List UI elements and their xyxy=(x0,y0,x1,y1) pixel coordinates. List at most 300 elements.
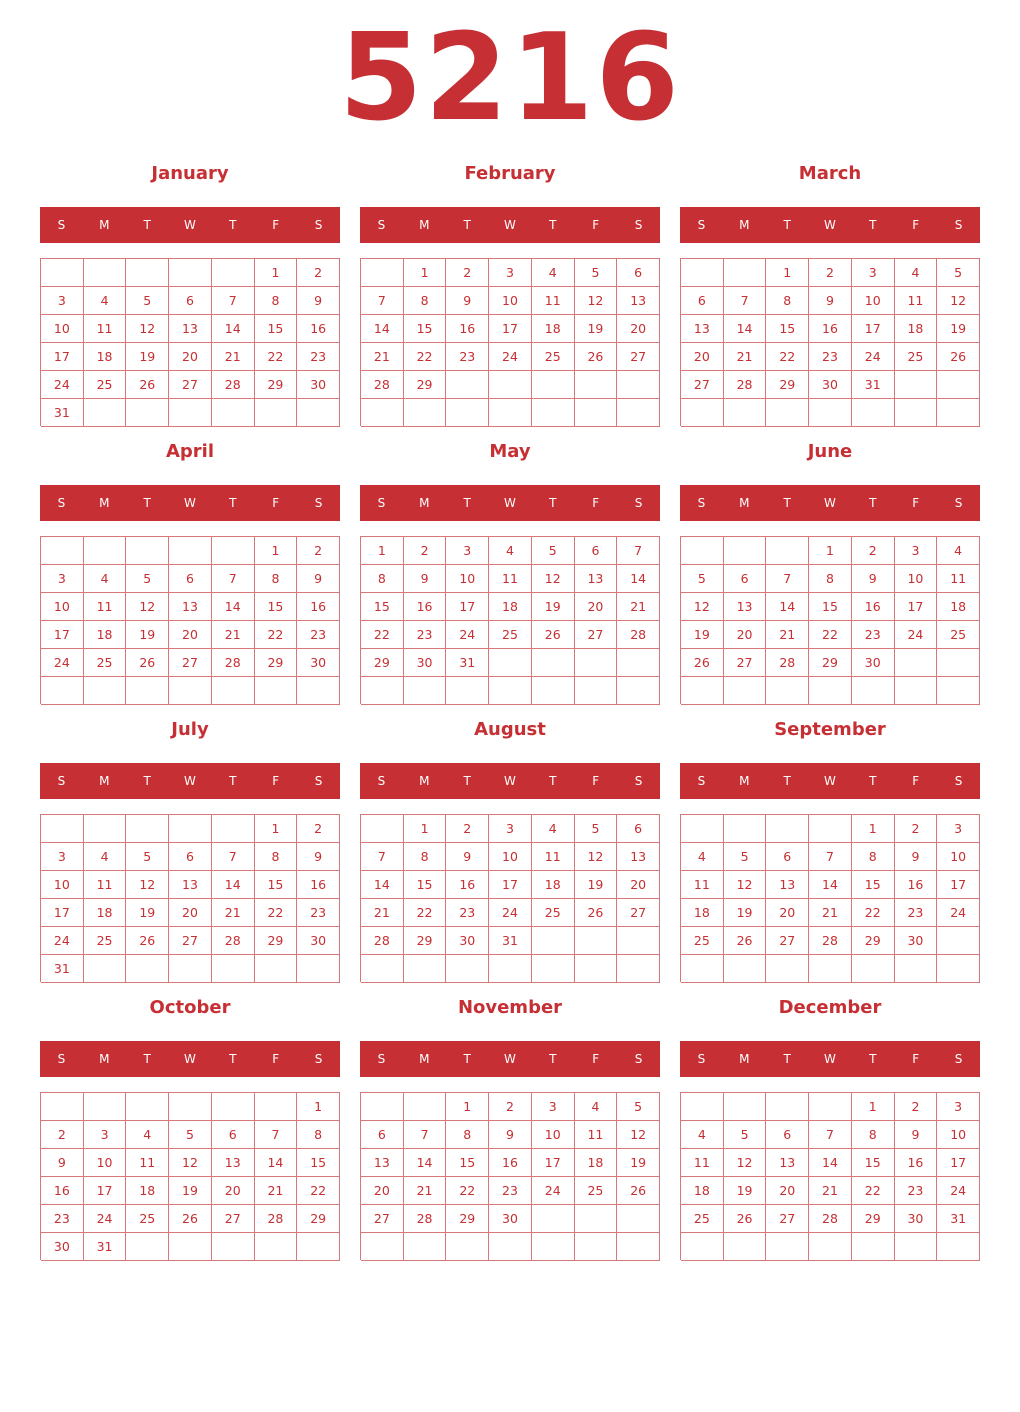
empty-day-cell xyxy=(532,1205,575,1233)
empty-day-cell xyxy=(297,955,340,983)
empty-day-cell xyxy=(489,649,532,677)
day-cell: 4 xyxy=(84,287,127,315)
day-cell: 13 xyxy=(169,593,212,621)
day-grid xyxy=(40,814,340,982)
day-cell: 30 xyxy=(297,649,340,677)
day-cell: 17 xyxy=(41,621,84,649)
day-cell: 25 xyxy=(681,1205,724,1233)
day-cell: 24 xyxy=(852,343,895,371)
day-cell: 5 xyxy=(126,565,169,593)
day-cell: 12 xyxy=(937,287,980,315)
day-cell: 7 xyxy=(212,287,255,315)
weekday-header xyxy=(360,1041,660,1077)
day-cell: 17 xyxy=(84,1177,127,1205)
weekday-label: T xyxy=(229,1052,237,1066)
empty-day-cell xyxy=(937,1233,980,1261)
day-cell: 21 xyxy=(724,343,767,371)
day-cell: 24 xyxy=(446,621,489,649)
day-cell: 18 xyxy=(681,899,724,927)
day-cell: 11 xyxy=(84,593,127,621)
day-cell: 20 xyxy=(681,343,724,371)
empty-day-cell xyxy=(937,677,980,705)
day-cell: 28 xyxy=(766,649,809,677)
day-cell: 5 xyxy=(575,815,618,843)
day-cell: 25 xyxy=(532,343,575,371)
day-cell: 11 xyxy=(84,871,127,899)
day-cell: 22 xyxy=(404,343,447,371)
day-cell: 7 xyxy=(212,843,255,871)
day-cell: 4 xyxy=(937,537,980,565)
day-cell: 30 xyxy=(895,1205,938,1233)
day-cell: 3 xyxy=(489,815,532,843)
day-cell: 9 xyxy=(297,843,340,871)
day-cell: 25 xyxy=(895,343,938,371)
weekday-label: T xyxy=(463,218,471,232)
day-cell: 14 xyxy=(404,1149,447,1177)
day-cell: 15 xyxy=(255,871,298,899)
empty-day-cell xyxy=(126,1233,169,1261)
day-cell: 22 xyxy=(852,1177,895,1205)
empty-day-cell xyxy=(617,1205,660,1233)
empty-day-cell xyxy=(532,371,575,399)
day-cell: 13 xyxy=(575,565,618,593)
day-cell: 16 xyxy=(446,871,489,899)
day-cell: 14 xyxy=(724,315,767,343)
day-cell: 18 xyxy=(532,871,575,899)
day-cell: 9 xyxy=(809,287,852,315)
day-cell: 14 xyxy=(766,593,809,621)
month-name: May xyxy=(489,441,531,462)
weekday-label: M xyxy=(739,496,750,510)
weekday-label: T xyxy=(229,218,237,232)
day-cell: 28 xyxy=(617,621,660,649)
month-name: October xyxy=(149,997,231,1018)
weekday-label: T xyxy=(143,496,151,510)
weekday-label: F xyxy=(592,218,600,232)
day-cell: 26 xyxy=(617,1177,660,1205)
day-cell: 8 xyxy=(255,843,298,871)
weekday-label: T xyxy=(783,496,791,510)
day-cell: 12 xyxy=(617,1121,660,1149)
day-cell: 22 xyxy=(361,621,404,649)
day-cell: 26 xyxy=(937,343,980,371)
weekday-label: S xyxy=(697,1052,706,1066)
day-cell: 21 xyxy=(212,343,255,371)
weekday-label: M xyxy=(419,774,430,788)
day-cell: 27 xyxy=(617,343,660,371)
day-cell: 4 xyxy=(84,843,127,871)
day-cell: 12 xyxy=(169,1149,212,1177)
weekday-label: M xyxy=(99,218,110,232)
day-cell: 21 xyxy=(404,1177,447,1205)
weekday-label: T xyxy=(549,1052,557,1066)
day-cell: 10 xyxy=(532,1121,575,1149)
weekday-label: S xyxy=(634,1052,643,1066)
empty-day-cell xyxy=(681,955,724,983)
empty-day-cell xyxy=(575,677,618,705)
weekday-label: S xyxy=(697,774,706,788)
weekday-label: T xyxy=(463,1052,471,1066)
weekday-header xyxy=(40,1041,340,1077)
weekday-header xyxy=(680,485,980,521)
day-grid xyxy=(40,1092,340,1260)
empty-day-cell xyxy=(446,1233,489,1261)
day-cell: 7 xyxy=(724,287,767,315)
day-cell: 25 xyxy=(575,1177,618,1205)
day-cell: 31 xyxy=(852,371,895,399)
day-cell: 8 xyxy=(404,287,447,315)
day-cell: 2 xyxy=(895,815,938,843)
day-cell: 20 xyxy=(169,621,212,649)
weekday-label: W xyxy=(824,1052,836,1066)
day-cell: 16 xyxy=(41,1177,84,1205)
day-cell: 10 xyxy=(937,1121,980,1149)
empty-day-cell xyxy=(361,1093,404,1121)
day-cell: 28 xyxy=(361,927,404,955)
day-cell: 15 xyxy=(255,315,298,343)
day-cell: 26 xyxy=(532,621,575,649)
weekday-label: S xyxy=(57,774,66,788)
day-cell: 27 xyxy=(575,621,618,649)
empty-day-cell xyxy=(617,1233,660,1261)
weekday-label: F xyxy=(912,1052,920,1066)
day-cell: 23 xyxy=(446,899,489,927)
day-cell: 29 xyxy=(852,1205,895,1233)
empty-day-cell xyxy=(446,399,489,427)
day-cell: 10 xyxy=(937,843,980,871)
day-cell: 21 xyxy=(809,899,852,927)
weekday-label: T xyxy=(549,218,557,232)
weekday-label: T xyxy=(463,774,471,788)
empty-day-cell xyxy=(617,371,660,399)
weekday-label: W xyxy=(504,1052,516,1066)
day-cell: 22 xyxy=(255,343,298,371)
day-cell: 16 xyxy=(489,1149,532,1177)
day-cell: 20 xyxy=(212,1177,255,1205)
empty-day-cell xyxy=(489,371,532,399)
day-cell: 30 xyxy=(446,927,489,955)
day-cell: 21 xyxy=(766,621,809,649)
day-cell: 15 xyxy=(297,1149,340,1177)
weekday-label: M xyxy=(99,496,110,510)
empty-day-cell xyxy=(724,677,767,705)
weekday-label: T xyxy=(143,1052,151,1066)
day-cell: 8 xyxy=(361,565,404,593)
month-name: November xyxy=(457,997,563,1018)
empty-day-cell xyxy=(212,677,255,705)
empty-day-cell xyxy=(937,399,980,427)
day-cell: 7 xyxy=(361,287,404,315)
day-cell: 8 xyxy=(297,1121,340,1149)
day-cell: 18 xyxy=(681,1177,724,1205)
day-grid xyxy=(680,814,980,982)
day-cell: 29 xyxy=(361,649,404,677)
day-cell: 8 xyxy=(255,287,298,315)
day-cell: 1 xyxy=(361,537,404,565)
day-cell: 25 xyxy=(681,927,724,955)
weekday-label: F xyxy=(272,774,280,788)
day-grid xyxy=(680,536,980,704)
weekday-header xyxy=(40,207,340,243)
day-cell: 13 xyxy=(361,1149,404,1177)
day-cell: 29 xyxy=(809,649,852,677)
empty-day-cell xyxy=(126,1093,169,1121)
empty-day-cell xyxy=(532,399,575,427)
day-cell: 14 xyxy=(255,1149,298,1177)
empty-day-cell xyxy=(895,677,938,705)
empty-day-cell xyxy=(724,955,767,983)
day-cell: 16 xyxy=(446,315,489,343)
weekday-header xyxy=(40,763,340,799)
weekday-label: T xyxy=(549,774,557,788)
day-cell: 19 xyxy=(126,343,169,371)
empty-day-cell xyxy=(895,1233,938,1261)
day-cell: 5 xyxy=(126,287,169,315)
day-cell: 20 xyxy=(361,1177,404,1205)
day-cell: 21 xyxy=(617,593,660,621)
day-cell: 11 xyxy=(532,843,575,871)
day-cell: 21 xyxy=(809,1177,852,1205)
weekday-label: M xyxy=(739,1052,750,1066)
day-cell: 20 xyxy=(169,899,212,927)
day-cell: 27 xyxy=(169,927,212,955)
day-cell: 27 xyxy=(766,927,809,955)
day-cell: 19 xyxy=(724,899,767,927)
day-cell: 3 xyxy=(532,1093,575,1121)
day-cell: 12 xyxy=(724,871,767,899)
day-cell: 16 xyxy=(297,593,340,621)
day-cell: 24 xyxy=(41,927,84,955)
day-cell: 9 xyxy=(446,287,489,315)
empty-day-cell xyxy=(361,259,404,287)
day-cell: 7 xyxy=(766,565,809,593)
empty-day-cell xyxy=(852,955,895,983)
empty-day-cell xyxy=(724,537,767,565)
day-cell: 19 xyxy=(575,315,618,343)
empty-day-cell xyxy=(809,815,852,843)
weekday-label: T xyxy=(143,218,151,232)
day-cell: 6 xyxy=(169,843,212,871)
weekday-label: M xyxy=(419,496,430,510)
day-cell: 29 xyxy=(404,927,447,955)
day-cell: 20 xyxy=(617,871,660,899)
day-cell: 12 xyxy=(575,843,618,871)
day-cell: 10 xyxy=(41,593,84,621)
empty-day-cell xyxy=(766,815,809,843)
empty-day-cell xyxy=(532,955,575,983)
month-name: June xyxy=(807,441,853,462)
day-cell: 30 xyxy=(297,371,340,399)
day-cell: 2 xyxy=(852,537,895,565)
day-grid xyxy=(360,258,660,426)
day-grid xyxy=(360,1092,660,1260)
weekday-label: S xyxy=(57,218,66,232)
day-cell: 17 xyxy=(895,593,938,621)
day-cell: 7 xyxy=(212,565,255,593)
empty-day-cell xyxy=(809,399,852,427)
empty-day-cell xyxy=(895,649,938,677)
day-cell: 26 xyxy=(126,927,169,955)
empty-day-cell xyxy=(766,677,809,705)
empty-day-cell xyxy=(41,259,84,287)
day-cell: 4 xyxy=(575,1093,618,1121)
day-cell: 18 xyxy=(84,343,127,371)
day-cell: 2 xyxy=(446,815,489,843)
weekday-label: S xyxy=(697,496,706,510)
day-cell: 3 xyxy=(446,537,489,565)
day-cell: 11 xyxy=(575,1121,618,1149)
day-cell: 7 xyxy=(809,1121,852,1149)
day-cell: 20 xyxy=(766,899,809,927)
day-cell: 18 xyxy=(126,1177,169,1205)
weekday-label: T xyxy=(869,774,877,788)
day-cell: 13 xyxy=(169,871,212,899)
weekday-label: F xyxy=(272,1052,280,1066)
day-cell: 5 xyxy=(724,1121,767,1149)
day-cell: 10 xyxy=(895,565,938,593)
empty-day-cell xyxy=(724,1233,767,1261)
empty-day-cell xyxy=(617,955,660,983)
day-cell: 18 xyxy=(84,899,127,927)
day-cell: 16 xyxy=(895,1149,938,1177)
day-cell: 14 xyxy=(809,1149,852,1177)
day-cell: 30 xyxy=(489,1205,532,1233)
day-cell: 1 xyxy=(255,259,298,287)
empty-day-cell xyxy=(681,815,724,843)
day-cell: 1 xyxy=(446,1093,489,1121)
day-cell: 7 xyxy=(361,843,404,871)
day-cell: 10 xyxy=(489,843,532,871)
day-cell: 4 xyxy=(895,259,938,287)
empty-day-cell xyxy=(766,1233,809,1261)
day-cell: 10 xyxy=(41,871,84,899)
day-cell: 22 xyxy=(404,899,447,927)
day-cell: 24 xyxy=(489,899,532,927)
day-cell: 17 xyxy=(446,593,489,621)
empty-day-cell xyxy=(255,399,298,427)
day-cell: 7 xyxy=(404,1121,447,1149)
day-cell: 16 xyxy=(404,593,447,621)
day-cell: 21 xyxy=(361,899,404,927)
empty-day-cell xyxy=(169,815,212,843)
empty-day-cell xyxy=(937,371,980,399)
empty-day-cell xyxy=(937,649,980,677)
empty-day-cell xyxy=(724,399,767,427)
day-cell: 13 xyxy=(169,315,212,343)
empty-day-cell xyxy=(937,955,980,983)
empty-day-cell xyxy=(766,1093,809,1121)
empty-day-cell xyxy=(169,1093,212,1121)
day-cell: 29 xyxy=(446,1205,489,1233)
day-cell: 5 xyxy=(169,1121,212,1149)
month-name: August xyxy=(474,719,546,740)
empty-day-cell xyxy=(255,677,298,705)
weekday-label: S xyxy=(377,1052,386,1066)
day-cell: 18 xyxy=(532,315,575,343)
day-cell: 12 xyxy=(532,565,575,593)
day-cell: 21 xyxy=(212,621,255,649)
day-cell: 26 xyxy=(575,343,618,371)
day-cell: 7 xyxy=(255,1121,298,1149)
day-cell: 30 xyxy=(41,1233,84,1261)
day-cell: 20 xyxy=(766,1177,809,1205)
day-cell: 19 xyxy=(724,1177,767,1205)
day-cell: 5 xyxy=(937,259,980,287)
empty-day-cell xyxy=(489,1233,532,1261)
empty-day-cell xyxy=(126,815,169,843)
day-cell: 10 xyxy=(852,287,895,315)
year-title: 5216 xyxy=(339,9,681,148)
day-cell: 22 xyxy=(297,1177,340,1205)
day-cell: 5 xyxy=(126,843,169,871)
empty-day-cell xyxy=(489,399,532,427)
weekday-label: S xyxy=(954,774,963,788)
day-cell: 2 xyxy=(41,1121,84,1149)
day-cell: 8 xyxy=(852,1121,895,1149)
day-cell: 17 xyxy=(937,871,980,899)
day-cell: 17 xyxy=(489,871,532,899)
months-grid xyxy=(40,150,980,1262)
empty-day-cell xyxy=(575,955,618,983)
weekday-label: F xyxy=(592,496,600,510)
day-cell: 11 xyxy=(937,565,980,593)
day-cell: 28 xyxy=(255,1205,298,1233)
day-grid xyxy=(680,1092,980,1260)
day-cell: 14 xyxy=(809,871,852,899)
day-cell: 25 xyxy=(489,621,532,649)
empty-day-cell xyxy=(809,677,852,705)
empty-day-cell xyxy=(575,1205,618,1233)
day-cell: 24 xyxy=(84,1205,127,1233)
day-cell: 26 xyxy=(575,899,618,927)
weekday-header xyxy=(360,207,660,243)
day-cell: 16 xyxy=(809,315,852,343)
weekday-label: F xyxy=(272,496,280,510)
day-cell: 29 xyxy=(255,927,298,955)
day-cell: 9 xyxy=(297,287,340,315)
month-march xyxy=(680,150,980,428)
day-cell: 5 xyxy=(617,1093,660,1121)
empty-day-cell xyxy=(169,399,212,427)
day-cell: 3 xyxy=(41,565,84,593)
day-cell: 2 xyxy=(297,815,340,843)
empty-day-cell xyxy=(681,677,724,705)
month-june xyxy=(680,428,980,706)
day-cell: 23 xyxy=(297,343,340,371)
day-cell: 25 xyxy=(532,899,575,927)
weekday-header xyxy=(360,763,660,799)
weekday-label: M xyxy=(99,1052,110,1066)
weekday-label: F xyxy=(912,218,920,232)
day-cell: 9 xyxy=(297,565,340,593)
empty-day-cell xyxy=(212,399,255,427)
day-cell: 23 xyxy=(809,343,852,371)
day-cell: 1 xyxy=(404,259,447,287)
day-cell: 18 xyxy=(895,315,938,343)
weekday-label: F xyxy=(272,218,280,232)
day-cell: 1 xyxy=(852,1093,895,1121)
empty-day-cell xyxy=(255,1093,298,1121)
weekday-label: S xyxy=(954,496,963,510)
day-cell: 28 xyxy=(724,371,767,399)
day-cell: 29 xyxy=(852,927,895,955)
empty-day-cell xyxy=(255,1233,298,1261)
weekday-label: W xyxy=(824,218,836,232)
empty-day-cell xyxy=(212,1093,255,1121)
day-cell: 1 xyxy=(404,815,447,843)
weekday-label: S xyxy=(314,218,323,232)
day-cell: 17 xyxy=(532,1149,575,1177)
